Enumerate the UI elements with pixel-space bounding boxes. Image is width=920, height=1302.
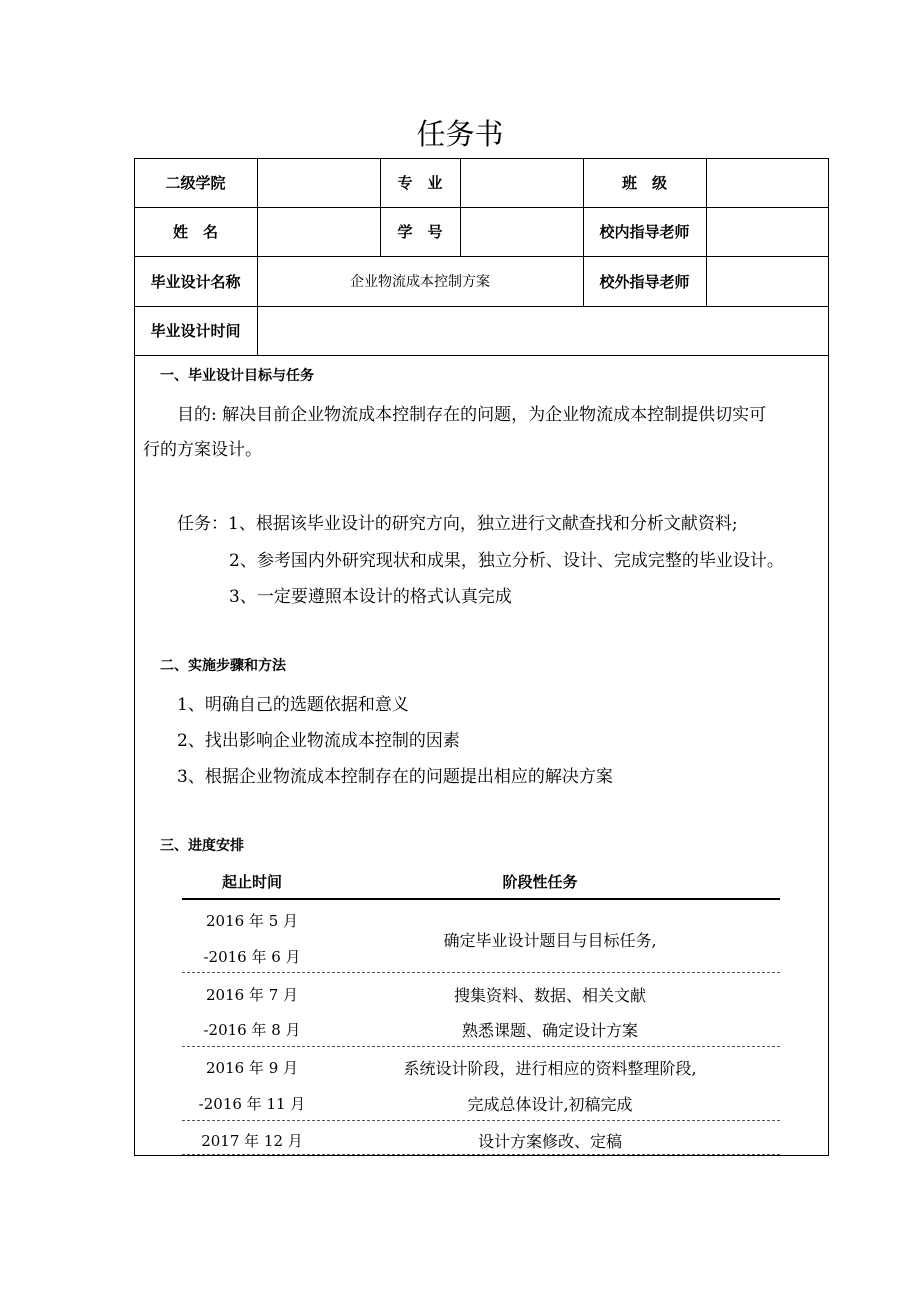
schedule-row-start: 2016 年 7 月 <box>205 986 299 1004</box>
external-advisor-field[interactable] <box>706 256 829 306</box>
schedule-row-start: 2016 年 9 月 <box>205 1059 299 1077</box>
name-field[interactable] <box>257 207 380 256</box>
schedule-row-start: 2016 年 5 月 <box>205 912 299 930</box>
class-field[interactable] <box>706 158 829 207</box>
schedule-row-task: 熟悉课题、确定设计方案 <box>461 1021 638 1040</box>
schedule-row-task: 确定毕业设计题目与目标任务, <box>443 931 657 950</box>
schedule-row-task: 搜集资料、数据、相关文献 <box>453 986 646 1005</box>
project-name-field[interactable]: 企业物流成本控制方案 <box>350 274 490 290</box>
task-line: 3、一定要遵照本设计的格式认真完成 <box>229 587 512 607</box>
project-name-label: 毕业设计名称 <box>150 272 241 291</box>
task-line: 任务：1、根据该毕业设计的研究方向，独立进行文献查找和分析文献资料; <box>177 514 738 534</box>
major-label: 专 业 <box>397 174 443 192</box>
college-label: 二级学院 <box>165 174 226 192</box>
schedule-col-task: 阶段性任务 <box>502 873 578 891</box>
schedule-row-end: -2016 年 6 月 <box>203 948 301 966</box>
section3-heading: 三、进度安排 <box>160 838 244 854</box>
college-field[interactable] <box>257 158 380 207</box>
schedule-col-time: 起止时间 <box>221 873 282 891</box>
schedule-row-task: 设计方案修改、定稿 <box>477 1132 622 1151</box>
name-label: 姓 名 <box>172 223 218 241</box>
document-title: 任务书 <box>416 117 504 151</box>
internal-advisor-label: 校内指导老师 <box>599 223 690 241</box>
schedule-row-task: 系统设计阶段，进行相应的资料整理阶段, <box>403 1059 697 1078</box>
project-time-field[interactable] <box>257 306 829 355</box>
section2-heading: 二、实施步骤和方法 <box>160 658 286 674</box>
step-item: 2、找出影响企业物流成本控制的因素 <box>177 731 460 751</box>
schedule-row-task: 完成总体设计,初稿完成 <box>467 1095 633 1114</box>
major-field[interactable] <box>460 158 583 207</box>
schedule-divider <box>182 1046 780 1047</box>
internal-advisor-field[interactable] <box>706 207 829 256</box>
task-line: 2、参考国内外研究现状和成果，独立分析、设计、完成完整的毕业设计。 <box>229 551 784 571</box>
schedule-divider <box>182 972 780 973</box>
student-id-field[interactable] <box>460 207 583 256</box>
section1-heading: 一、毕业设计目标与任务 <box>160 368 314 384</box>
step-item: 1、明确自己的选题依据和意义 <box>177 695 409 715</box>
student-id-label: 学 号 <box>397 223 443 241</box>
goal-line: 行的方案设计。 <box>143 440 262 460</box>
schedule-divider <box>182 1120 780 1121</box>
step-item: 3、根据企业物流成本控制存在的问题提出相应的解决方案 <box>177 767 613 787</box>
class-label: 班 级 <box>621 174 667 192</box>
schedule-row-end: -2016 年 11 月 <box>198 1095 306 1113</box>
project-time-label: 毕业设计时间 <box>150 322 241 340</box>
goal-line: 目的: 解决目前企业物流成本控制存在的问题，为企业物流成本控制提供切实可 <box>177 405 767 425</box>
schedule-row-start: 2017 年 12 月 <box>201 1132 303 1150</box>
schedule-row-end: -2016 年 8 月 <box>203 1021 301 1039</box>
grid-line <box>134 355 829 356</box>
external-advisor-label: 校外指导老师 <box>599 272 690 291</box>
schedule-header-rule <box>182 898 780 900</box>
schedule-divider <box>182 1154 780 1155</box>
